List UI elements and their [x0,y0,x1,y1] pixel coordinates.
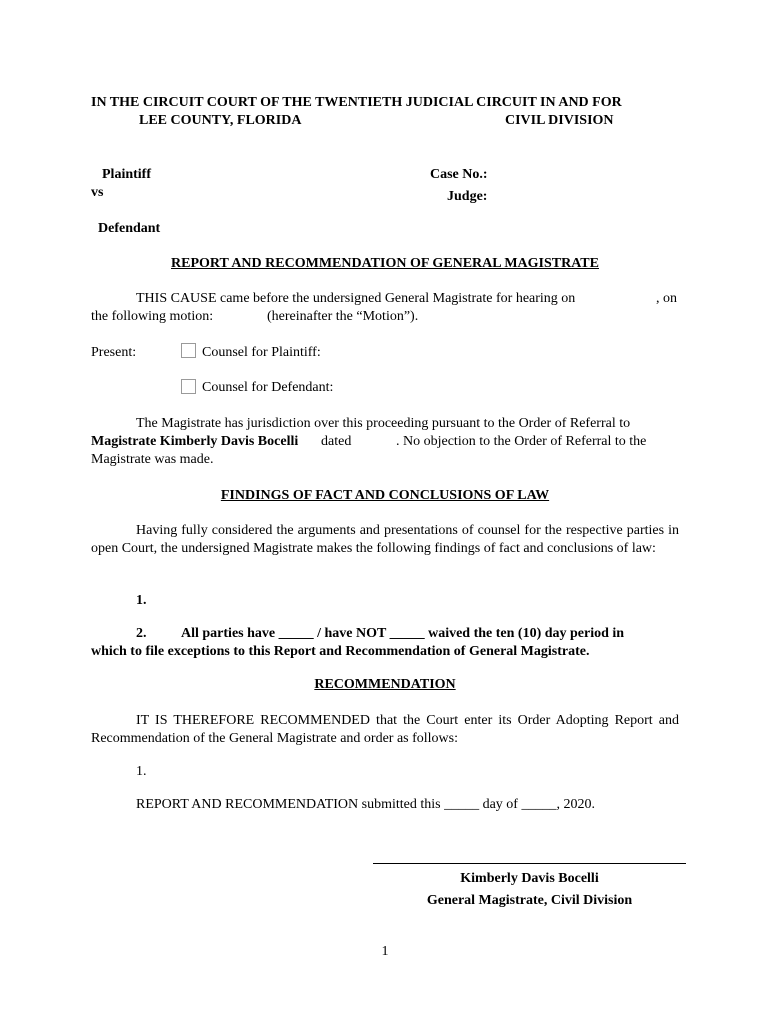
defendant-label: Defendant [98,221,161,236]
recommendation-item-1: 1. [136,764,147,779]
intro-motion-label: the following motion: [91,309,214,324]
findings-item-2-number: 2. [136,626,147,641]
court-header-line1: IN THE CIRCUIT COURT OF THE TWENTIETH JUDICIAL CIRCUIT IN AND FOR [91,95,622,110]
document-title: REPORT AND RECOMMENDATION OF GENERAL MAGISTRATE [171,256,599,271]
findings-item-2-line2: which to file exceptions to this Report and Recommendation of General Magistrate. [91,644,590,659]
court-division: CIVIL DIVISION [505,113,614,128]
present-label: Present: [91,345,137,360]
signature-title: General Magistrate, Civil Division [426,893,633,908]
plaintiff-label: Plaintiff [102,167,151,182]
recommendation-heading: RECOMMENDATION [314,677,456,692]
findings-item-1: 1. [136,593,147,608]
findings-heading: FINDINGS OF FACT AND CONCLUSIONS OF LAW [220,488,550,503]
intro-hereinafter: (hereinafter the “Motion”). [267,309,419,324]
plaintiff-counsel-label: Counsel for Plaintiff: [202,345,321,360]
defendant-counsel-checkbox[interactable] [181,379,196,394]
intro-text-part1: THIS CAUSE came before the undersigned General Magistrate for hearing on [136,291,576,306]
recommendation-paragraph: IT IS THEREFORE RECOMMENDED that the Court enter its Order Adopting Report and Recommendation of the General Magistrate and order as follows: [91,713,679,746]
jurisdiction-dated: dated [321,434,352,449]
vs-label: vs [91,185,104,200]
signature-line [373,863,686,864]
signature-name: Kimberly Davis Bocelli [460,871,599,886]
page-number: 1 [381,944,389,959]
jurisdiction-text-line3: Magistrate was made. [91,452,214,467]
jurisdiction-text-line1: The Magistrate has jurisdiction over this proceeding pursuant to the Order of Referral to [136,416,631,431]
court-county: LEE COUNTY, FLORIDA [139,113,302,128]
submitted-line: REPORT AND RECOMMENDATION submitted this _____ day of _____, 2020. [136,797,595,812]
defendant-counsel-label: Counsel for Defendant: [202,380,334,395]
magistrate-name: Magistrate Kimberly Davis Bocelli [91,434,299,449]
plaintiff-counsel-checkbox[interactable] [181,343,196,358]
jurisdiction-no-objection: . No objection to the Order of Referral to the [396,434,647,449]
findings-item-2-line1: All parties have _____ / have NOT _____ waived the ten (10) day period in [181,626,625,641]
intro-text-part2: , on [656,291,677,306]
judge-label: Judge: [447,189,488,204]
findings-paragraph: Having fully considered the arguments and presentations of counsel for the respective parties in open Court, the undersigned Magistrate makes the following findings of fact and conclusions of law: [91,523,679,556]
case-number-label: Case No.: [430,167,488,182]
